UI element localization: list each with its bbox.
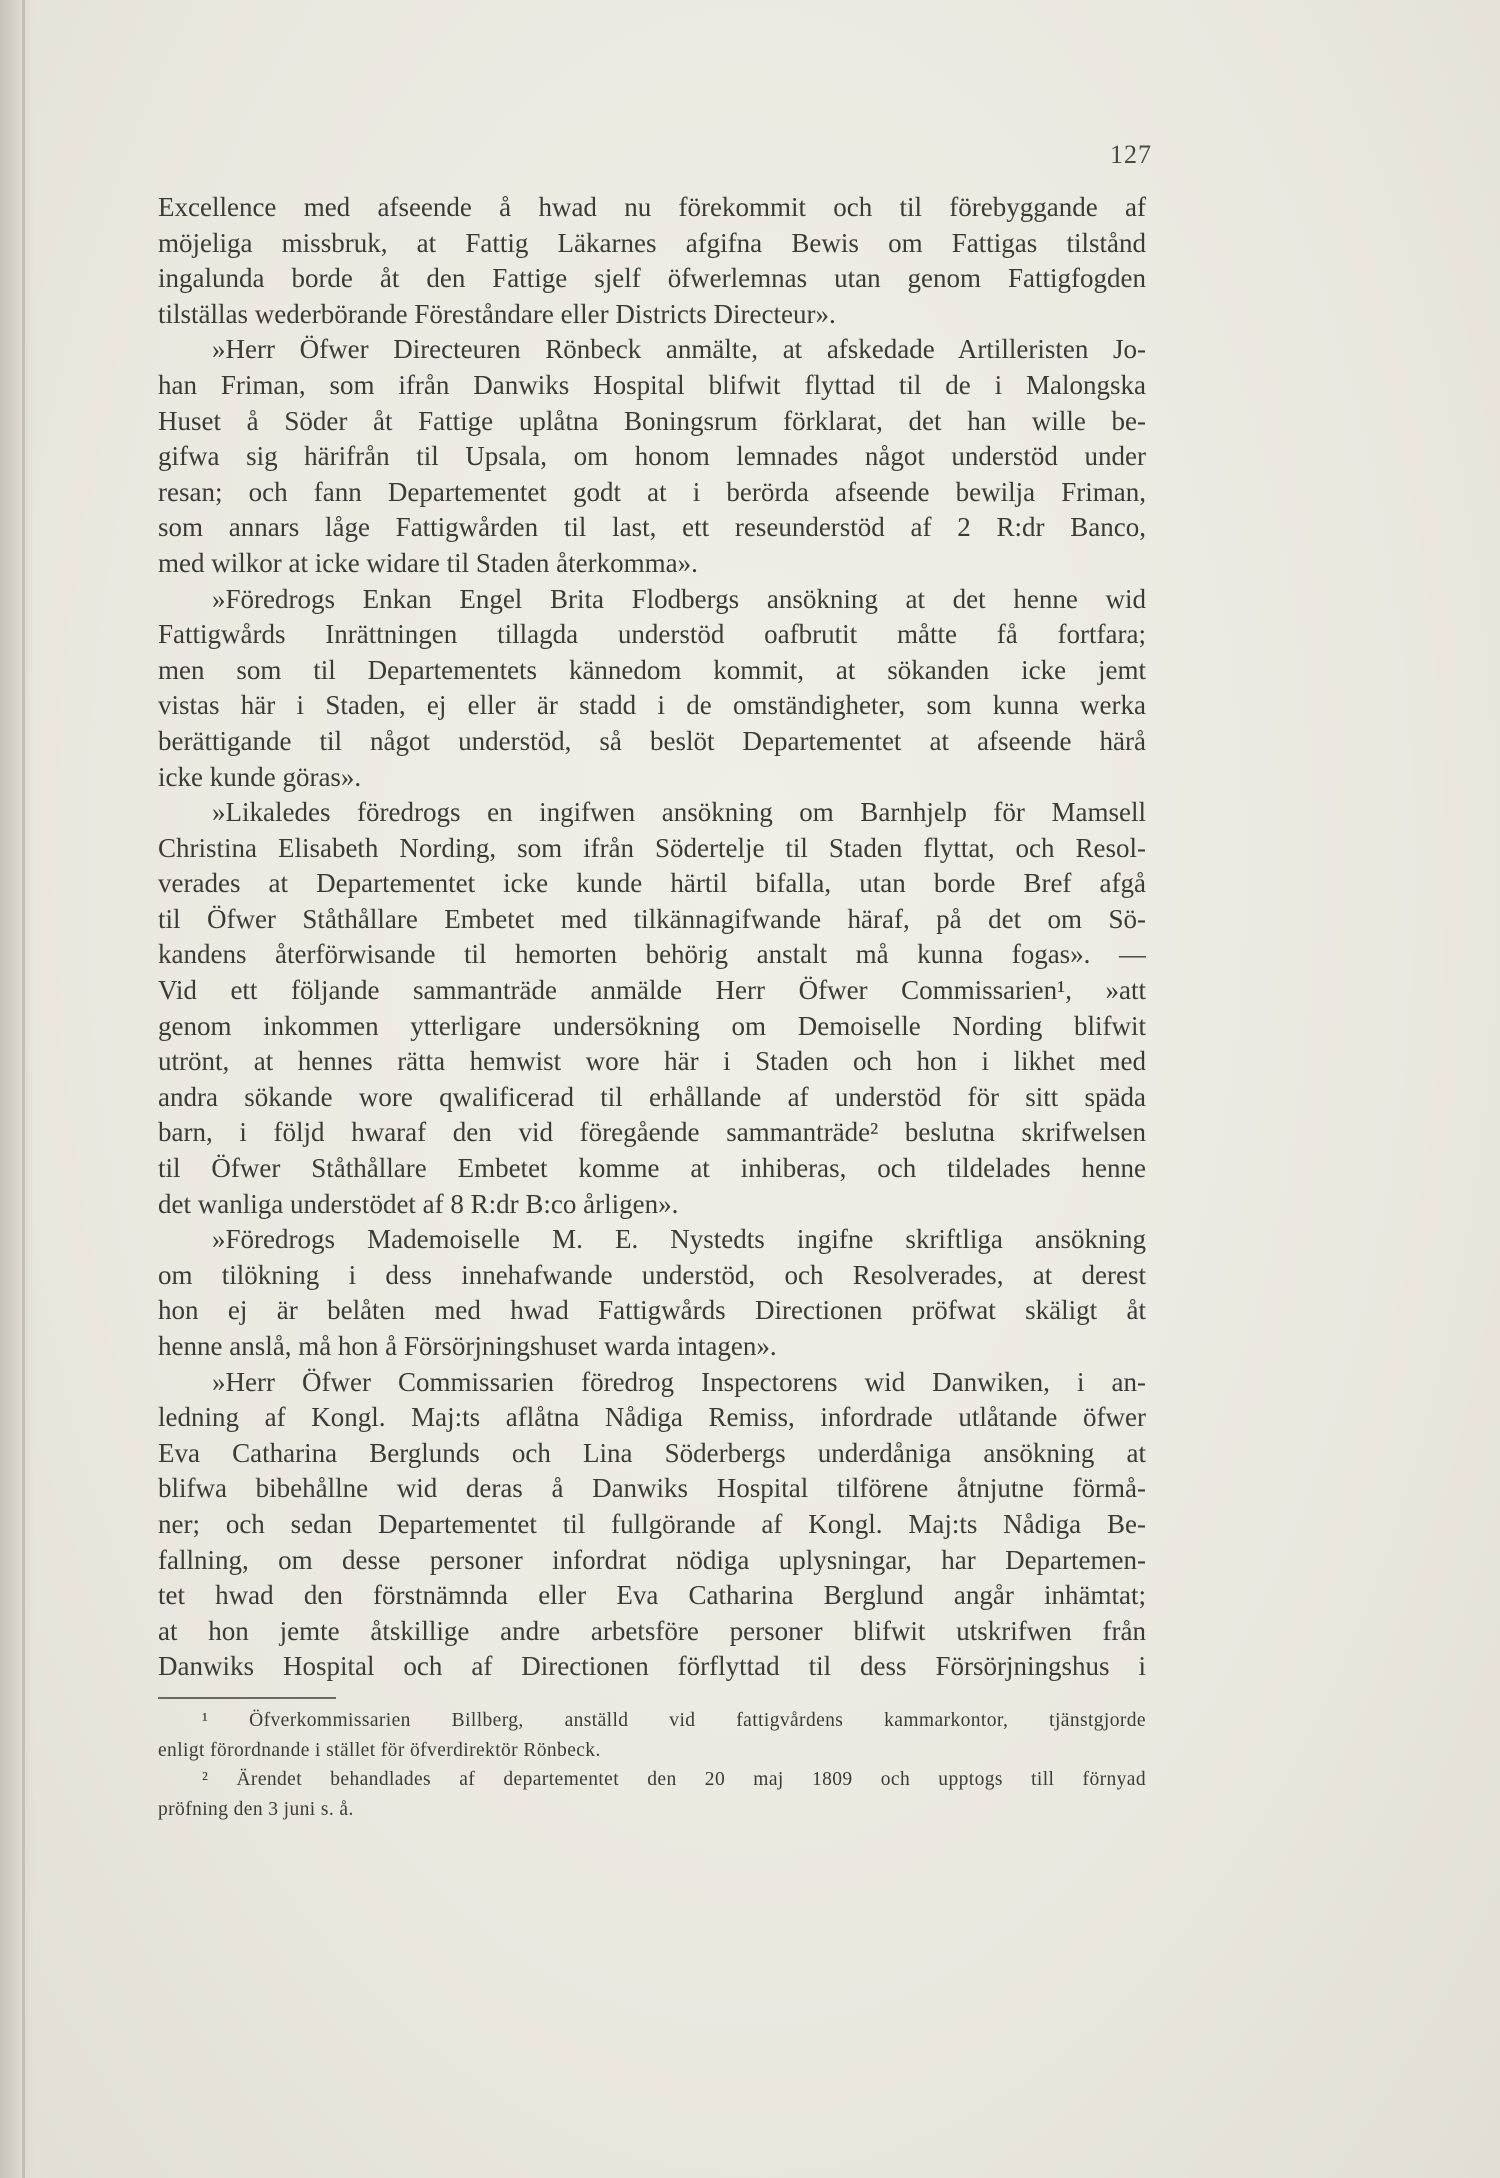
text-line: vistas här i Staden, ej eller är stadd i de omständigheter, som kunna werka: [158, 690, 1146, 721]
text-line: andra sökande wore qwalificerad til erhållande af understöd för sitt späda: [158, 1081, 1146, 1112]
footnote-line: ¹ Öfverkommissarien Billberg, anställd vid fattigvårdens kammarkontor, tjänstgjorde: [202, 1710, 1146, 1731]
text-line: verades at Departementet icke kunde härtil bifalla, utan borde Bref afgå: [158, 868, 1146, 899]
text-line: han Friman, som ifrån Danwiks Hospital blifwit flyttad til de i Malongska: [158, 369, 1146, 400]
text-line: »Herr Öfwer Commissarien föredrog Inspectorens wid Danwiken, i an-: [212, 1366, 1146, 1397]
footnote-divider: [158, 1697, 336, 1699]
text-line: »Föredrogs Mademoiselle M. E. Nystedts ingifne skriftliga ansökning: [212, 1224, 1146, 1255]
text-line: barn, i följd hwaraf den vid föregående sammanträde² beslutna skrifwelsen: [158, 1117, 1146, 1148]
footnotes: [158, 1706, 1146, 1824]
text-line: Fattigwårds Inrättningen tillagda understöd oafbrutit måtte få fortfara;: [158, 619, 1146, 650]
binding-edge-shadow: [0, 0, 34, 2178]
text-line: »Föredrogs Enkan Engel Brita Flodbergs ansökning at det henne wid: [212, 583, 1146, 614]
text-line: med wilkor at icke widare til Staden återkomma».: [158, 547, 698, 578]
text-line: ner; och sedan Departementet til fullgörande af Kongl. Maj:ts Nådiga Be-: [158, 1508, 1146, 1539]
text-line: möjeliga missbruk, at Fattig Läkarnes afgifna Bewis om Fattigas tilstånd: [158, 227, 1146, 258]
text-line: gifwa sig härifrån til Upsala, om honom lemnades något understöd under: [158, 441, 1146, 472]
text-line: til Öfwer Ståthållare Embetet med tilkännagifwande häraf, på det om Sö-: [158, 903, 1146, 934]
text-line: at hon jemte åtskillige andre arbetsföre personer blifwit utskrifwen från: [158, 1615, 1146, 1646]
text-line: tilställas wederbörande Föreståndare eller Districts Directeur».: [158, 298, 836, 329]
text-line: Vid ett följande sammanträde anmälde Herr Öfwer Commissarien¹, »att: [158, 975, 1146, 1006]
text-line: fallning, om desse personer infordrat nödiga uplysningar, har Departemen-: [158, 1544, 1146, 1575]
text-line: om tilökning i dess innehafwande understöd, och Resolverades, at derest: [158, 1259, 1146, 1290]
text-line: Eva Catharina Berglunds och Lina Söderbergs underdåniga ansökning at: [158, 1437, 1146, 1468]
text-line: men som til Departementets kännedom kommit, at sökanden icke jemt: [158, 654, 1146, 685]
text-line: Danwiks Hospital och af Directionen förflyttad til dess Försörjningshus i: [158, 1651, 1146, 1682]
text-line: hon ej är belåten med hwad Fattigwårds Directionen pröfwat skäligt åt: [158, 1295, 1146, 1326]
text-line: ledning af Kongl. Maj:ts aflåtna Nådiga Remiss, infordrade utlåtande öfwer: [158, 1402, 1146, 1433]
text-line: ingalunda borde åt den Fattige sjelf öfwerlemnas utan genom Fattigfogden: [158, 263, 1146, 294]
text-line: kandens återförwisande til hemorten behörig anstalt må kunna fogas». —: [158, 939, 1146, 970]
text-line: icke kunde göras».: [158, 761, 362, 792]
text-line: det wanliga understödet af 8 R:dr B:co årligen».: [158, 1188, 679, 1219]
text-line: berättigande til något understöd, så beslöt Departementet at afseende härå: [158, 725, 1146, 756]
text-line: utrönt, at hennes rätta hemwist wore här i Staden och hon i likhet med: [158, 1046, 1146, 1077]
body-text: [158, 190, 1146, 1685]
text-line: Excellence med afseende å hwad nu förekommit och til förebyggande af: [158, 192, 1146, 222]
text-line: resan; och fann Departementet godt at i berörda afseende bewilja Friman,: [158, 476, 1146, 507]
footnote-line: enligt förordnande i stället för öfverdirektör Rönbeck.: [158, 1739, 601, 1761]
footnote-line: pröfning den 3 juni s. å.: [158, 1798, 354, 1820]
page-number: 127: [1110, 140, 1152, 169]
text-line: til Öfwer Ståthållare Embetet komme at inhiberas, och tildelades henne: [158, 1153, 1146, 1184]
text-line: blifwa bibehållne wid deras å Danwiks Hospital tilförene åtnjutne förmå-: [158, 1473, 1146, 1504]
text-line: Christina Elisabeth Nording, som ifrån Södertelje til Staden flyttat, och Resol-: [158, 832, 1146, 863]
text-line: Huset å Söder åt Fattige uplåtna Boningsrum förklarat, det han wille be-: [158, 405, 1146, 436]
text-line: som annars låge Fattigwården til last, ett reseunderstöd af 2 R:dr Banco,: [158, 512, 1146, 543]
text-line: henne anslå, må hon å Försörjningshuset warda intagen».: [158, 1331, 777, 1361]
text-line: »Herr Öfwer Directeuren Rönbeck anmälte, at afskedade Artilleristen Jo-: [212, 334, 1146, 365]
text-line: genom inkommen ytterligare undersökning om Demoiselle Nording blifwit: [158, 1010, 1146, 1041]
text-line: »Likaledes föredrogs en ingifwen ansökning om Barnhjelp för Mamsell: [212, 797, 1146, 828]
text-line: tet hwad den förstnämnda eller Eva Catharina Berglund angår inhämtat;: [158, 1580, 1146, 1611]
binding-edge-line: [22, 0, 25, 2178]
footnote-line: ² Ärendet behandlades af departementet den 20 maj 1809 och upptogs till förnyad: [202, 1769, 1146, 1790]
